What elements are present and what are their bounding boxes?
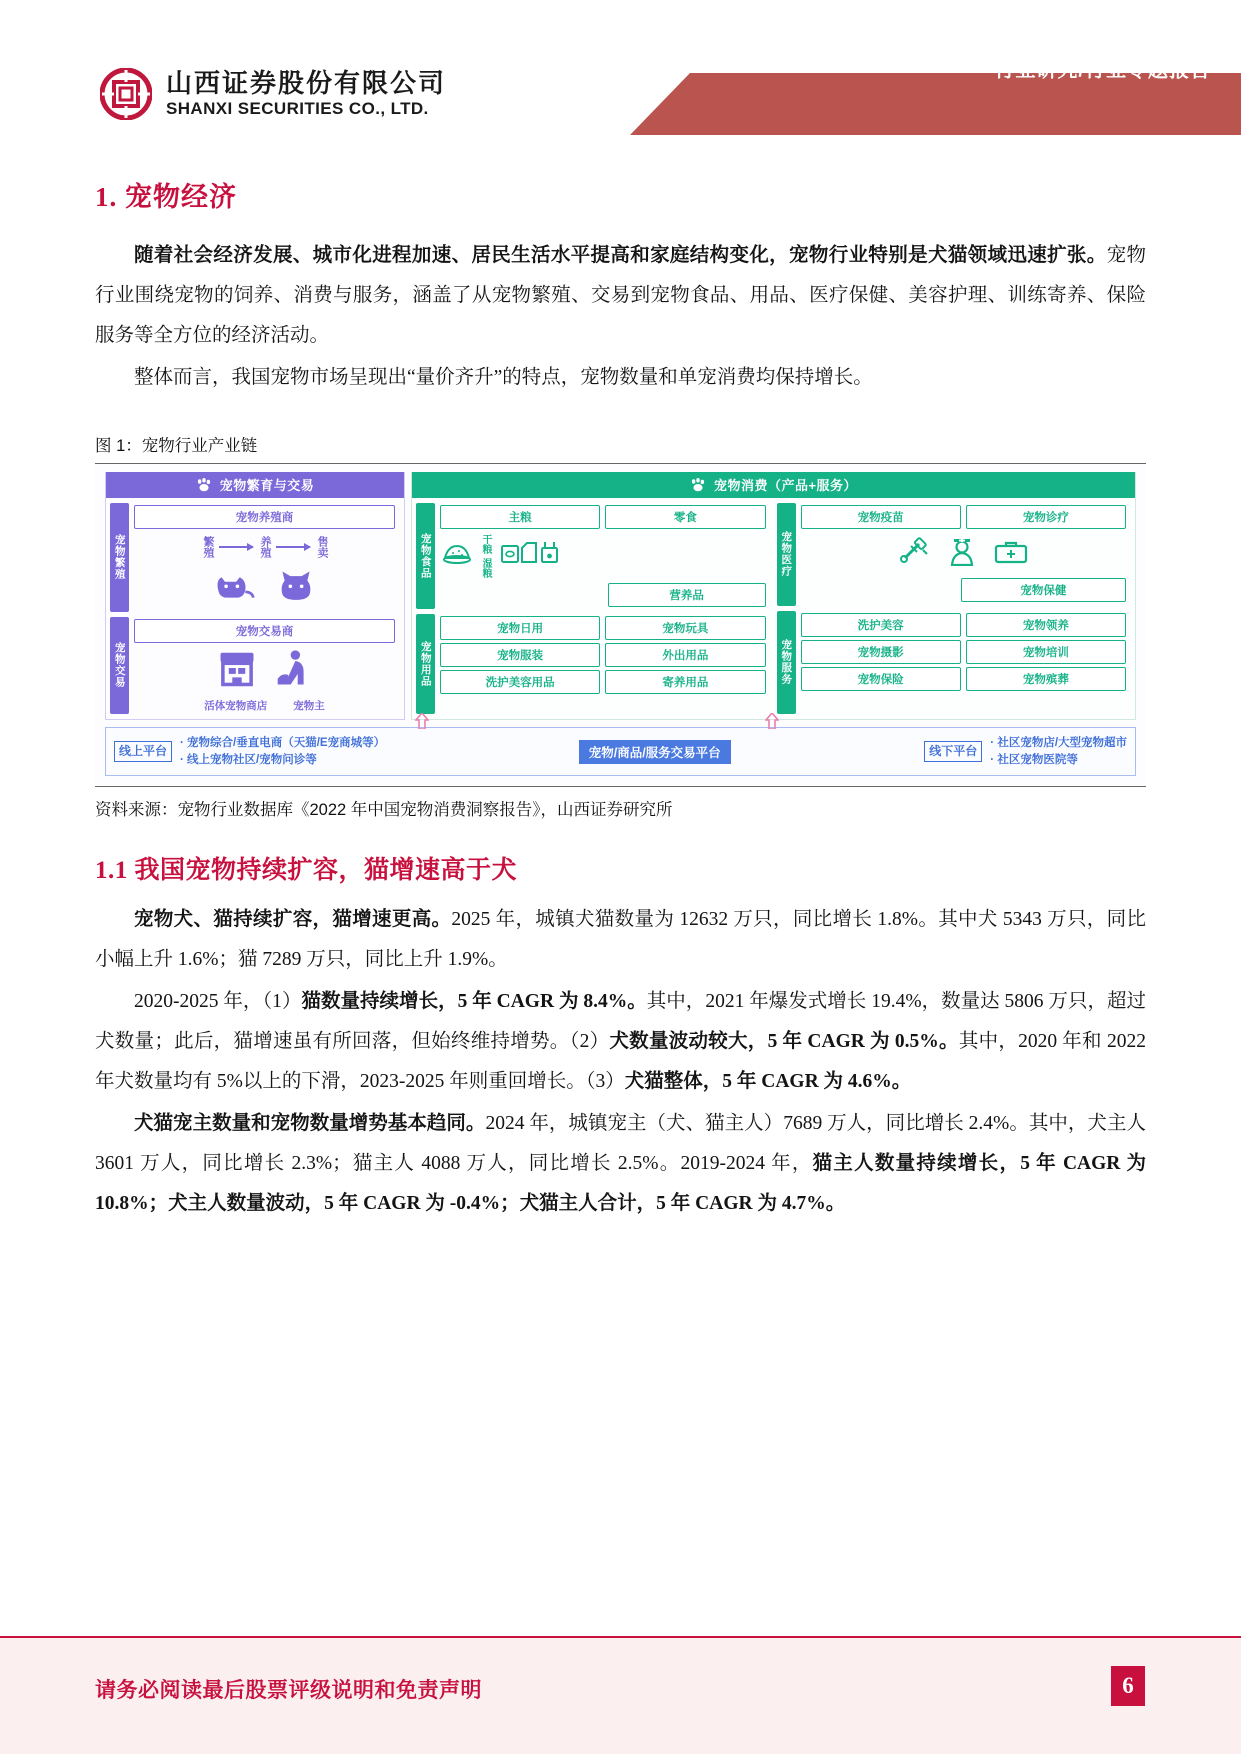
- diagram-panel-consumption: [411, 472, 1136, 720]
- industry-chain-diagram: [95, 464, 1146, 786]
- paragraph-1-1-b: [95, 982, 1146, 1102]
- label-wet-food: 湿粮: [480, 557, 491, 578]
- dog-icon: [211, 567, 257, 606]
- chip-trader: 宠物交易商: [134, 619, 395, 643]
- shanxi-securities-logo-icon: [100, 68, 152, 120]
- online-item-2: · 线上宠物社区/宠物问诊等: [180, 753, 317, 766]
- offline-platform-tag: [924, 741, 982, 762]
- offline-item-1: · 社区宠物店/大型宠物超市: [990, 736, 1128, 749]
- header-banner-label: 行业研究/行业专题报告: [994, 59, 1211, 81]
- p11b-bold-2: 犬数量波动较大，5 年 CAGR 为 0.5%。: [609, 1031, 959, 1053]
- trade-icon-captions: [134, 700, 395, 712]
- panel-breeding-header: [106, 472, 404, 498]
- section-heading: [95, 175, 1146, 214]
- chip-adoption: 宠物领养: [966, 613, 1126, 637]
- company-logo-block: [100, 68, 446, 120]
- cat-icon: [273, 567, 319, 606]
- section-number: 1.: [95, 182, 118, 212]
- p11c-bold: 犬猫宠主数量和宠物数量增势基本趋同。: [134, 1113, 486, 1135]
- vtab-pet-food: 宠物食品: [416, 503, 435, 609]
- chip-snacks: 零食: [605, 505, 765, 529]
- paragraph-intro-2: 整体而言，我国宠物市场呈现出“量价齐升”的特点，宠物数量和单宠消费均保持增长。: [134, 366, 873, 388]
- chip-grooming-service: 洗护美容: [801, 613, 961, 637]
- flow-step-1: 繁殖: [202, 535, 214, 558]
- paragraph-1-1-c: [95, 1104, 1146, 1224]
- medical-kit-icon: [992, 540, 1030, 571]
- p11b-mid: 其中，2021 年爆发式增长 19.4%，数量达 5806 万只，超过犬数量；此后，猫增速虽有所回落，但始终维持增势。（2）: [95, 991, 1146, 1053]
- flow-step-2: 养殖: [259, 535, 271, 558]
- vtab-pet-breeding: 宠物繁殖: [110, 503, 129, 612]
- chip-toys: 宠物玩具: [605, 616, 765, 640]
- vtab-pet-trading: 宠物交易: [110, 617, 129, 714]
- subsection-heading: [95, 850, 1146, 886]
- food-bowl-icons: [440, 532, 491, 580]
- subsection-title-text: 我国宠物持续扩容，猫增速高于犬: [134, 857, 518, 885]
- p11c-rest: 2024 年，城镇宠主（犬、猫主人）7689 万人，同比增长 2.4%。其中，犬主人 3601 万人，同比增长 2.3%；猫主人 4088 万人，同比增长 2.5%。2019-2024 年，: [95, 1113, 1146, 1175]
- online-platform-tag-text: 线上平台: [119, 744, 168, 759]
- caption-pet-owner: 宠物主: [293, 699, 325, 712]
- up-arrow-icon-left: [415, 713, 429, 729]
- p11b-bold-1: 猫数量持续增长，5 年 CAGR 为 8.4%。: [301, 991, 647, 1013]
- company-name-cn: 山西证券股份有限公司: [166, 67, 447, 98]
- platform-center-label: 宠物/商品/服务交易平台: [579, 740, 731, 764]
- paragraph-1-1-a: [95, 900, 1146, 980]
- chip-photography: 宠物摄影: [801, 640, 961, 664]
- chip-nutrition: 营养品: [608, 583, 766, 607]
- snack-box-icon: [501, 540, 561, 571]
- offline-item-2: · 社区宠物医院等: [990, 753, 1078, 766]
- online-platform-tag: [114, 741, 172, 762]
- breeding-flow: [134, 532, 395, 562]
- document-content: [0, 135, 1241, 1226]
- flow-step-3: 售卖: [316, 535, 328, 558]
- chip-training: 宠物培训: [966, 640, 1126, 664]
- caption-live-pet-shop: 活体宠物商店: [204, 699, 268, 712]
- chip-outdoor: 外出用品: [605, 643, 765, 667]
- online-item-1: · 宠物综合/垂直电商（天猫/E宠商城等）: [180, 736, 386, 749]
- panel-breeding-title: 宠物繁育与交易: [219, 478, 315, 494]
- paragraph-intro-1: [95, 236, 1146, 356]
- panel-consumption-header: [412, 472, 1135, 498]
- p11a-bold: 宠物犬、猫持续扩容，猫增速更高。: [134, 909, 452, 931]
- chip-daily-use: 宠物日用: [440, 616, 600, 640]
- arrow-right-icon-2: [276, 546, 310, 548]
- vtab-pet-services: 宠物服务: [777, 611, 796, 714]
- paw-print-icon-2: [690, 478, 706, 492]
- chip-breeder: 宠物养殖商: [134, 505, 395, 529]
- chip-healthcare: 宠物保健: [961, 578, 1126, 602]
- dog-cat-icons: [134, 565, 395, 610]
- p11b-mid-2: 其中，2020 年和 2022 年犬数量均有 5%以上的下滑，2023-2025 年则重回增长。（3）: [95, 1031, 1146, 1093]
- online-platform-items: [180, 735, 385, 768]
- pet-shop-icon: [217, 648, 257, 693]
- chip-vaccine: 宠物疫苗: [801, 505, 961, 529]
- page-header: [0, 0, 1241, 135]
- company-name-en: SHANXI SECURITIES CO., LTD.: [166, 98, 429, 118]
- page-number-badge: 6: [1111, 1666, 1145, 1706]
- figure-rule-bottom: [95, 786, 1146, 787]
- p11b-lead: 2020-2025 年，（1）: [134, 991, 302, 1013]
- paw-print-icon: [196, 478, 212, 492]
- vtab-pet-supplies: 宠物用品: [416, 614, 435, 714]
- up-arrow-icon-right: [765, 713, 779, 729]
- diagram-panel-breeding: [105, 472, 405, 720]
- label-dry-food: 干粮: [480, 533, 491, 554]
- figure-source: 资料来源：宠物行业数据库《2022 年中国宠物消费洞察报告》，山西证券研究所: [95, 801, 673, 820]
- trade-icons: [134, 646, 395, 697]
- section-title-text: 宠物经济: [125, 182, 237, 212]
- food-type-labels: [480, 534, 491, 578]
- p11a-rest: 2025 年，城镇犬猫数量为 12632 万只，同比增长 1.8%。其中犬 5343 万只，同比小幅上升 1.6%；猫 7289 万只，同比上升 1.9%。: [95, 909, 1146, 971]
- p11b-bold-3: 犬猫整体，5 年 CAGR 为 4.6%。: [624, 1071, 912, 1093]
- syringe-icon: [896, 536, 932, 571]
- p11c-bold-2: 猫主人数量持续增长，5 年 CAGR 为 10.8%；犬主人数量波动，5 年 CAGR 为 -0.4%；犬猫主人合计，5 年 CAGR 为 4.7%。: [95, 1153, 1147, 1215]
- food-bowl-icon: [440, 540, 474, 571]
- pet-owner-icon: [273, 648, 313, 693]
- vtab-pet-medical: 宠物医疗: [777, 503, 796, 606]
- chip-staple-food: 主粮: [440, 505, 600, 529]
- arrow-right-icon-1: [219, 546, 253, 548]
- panel-consumption-title: 宠物消费（产品+服务）: [713, 478, 858, 494]
- chip-clinic: 宠物诊疗: [966, 505, 1126, 529]
- chip-insurance: 宠物保险: [801, 667, 961, 691]
- chip-funeral: 宠物殡葬: [966, 667, 1126, 691]
- chip-grooming-supplies: 洗护美容用品: [440, 670, 600, 694]
- offline-platform-tag-text: 线下平台: [929, 744, 978, 759]
- page-footer: [0, 1636, 1241, 1754]
- veterinarian-icon: [946, 534, 978, 571]
- chip-boarding-supplies: 寄养用品: [605, 670, 765, 694]
- trading-platform-bar: [105, 727, 1136, 776]
- header-banner-shape: [630, 73, 1241, 135]
- intro-rest: 宠物行业围绕宠物的饲养、消费与服务，涵盖了从宠物繁殖、交易到宠物食品、用品、医疗保健、美容护理、训练寄养、保险服务等全方位的经济活动。: [95, 245, 1146, 346]
- intro-bold-lead: 随着社会经济发展、城市化进程加速、居民生活水平提高和家庭结构变化，宠物行业特别是犬猫领域迅速扩张。: [134, 245, 1107, 266]
- chip-clothing: 宠物服装: [440, 643, 600, 667]
- offline-platform-items: [990, 735, 1127, 768]
- snack-pack-icons: [501, 538, 561, 573]
- footer-disclaimer: 请务必阅读最后股票评级说明和免责声明: [95, 1678, 482, 1702]
- figure-caption: 图 1：宠物行业产业链: [95, 436, 258, 455]
- subsection-number: 1.1: [95, 857, 128, 885]
